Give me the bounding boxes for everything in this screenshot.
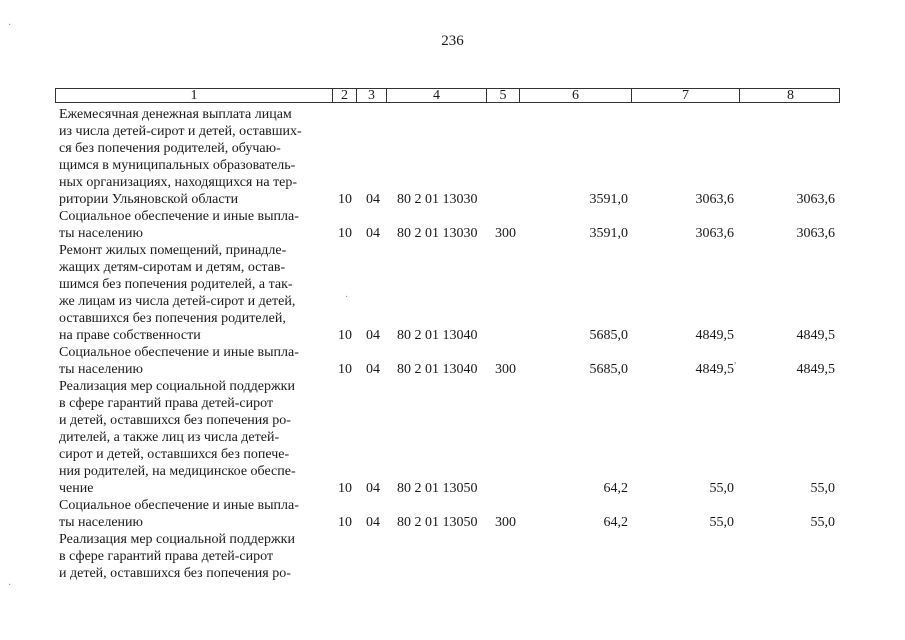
description-line: ся без попечения родителей, обучаю- [59, 141, 281, 156]
cell-col-4: 80 2 01 13040 [397, 362, 478, 377]
header-col-8: 8 [787, 88, 794, 103]
description-line: Ежемесячная денежная выплата лицам [59, 107, 292, 122]
header-col-7: 7 [632, 89, 740, 102]
cell-col-7: 3063,6 [695, 192, 734, 207]
cell-col-8: 4849,5 [796, 362, 835, 377]
cell-col-3: 04 [366, 362, 380, 377]
cell-col-4: 80 2 01 13050 [397, 481, 478, 496]
cell-col-2: 10 [338, 226, 352, 241]
description-line: в сфере гарантий права детей-сирот [59, 549, 274, 564]
description-line: оставшихся без попечения родителей, [59, 311, 286, 326]
row-description [59, 531, 323, 582]
cell-col-4: 80 2 01 13030 [397, 226, 478, 241]
description-line: ты населению [59, 362, 143, 377]
row-description [59, 344, 323, 378]
description-line: Ремонт жилых помещений, принадле- [59, 243, 287, 258]
description-line: Реализация мер социальной поддержки [59, 532, 295, 547]
header-col-3: 3 [357, 89, 387, 102]
description-line: Социальное обеспечение и иные выпла- [59, 345, 299, 360]
description-line: же лицам из числа детей-сирот и детей, [59, 294, 296, 309]
cell-col-5: 300 [495, 226, 516, 241]
description-line: ты населению [59, 515, 143, 530]
cell-col-3: 04 [366, 192, 380, 207]
description-line: чение [59, 481, 94, 496]
header-col-6: 6 [520, 89, 632, 102]
cell-col-7: 3063,6 [695, 226, 734, 241]
description-line: шимся без попечения родителей, а так- [59, 277, 293, 292]
cell-col-2: 10 [338, 481, 352, 496]
description-line: жащих детям-сиротам и детям, остав- [59, 260, 286, 275]
cell-col-7: 55,0 [709, 481, 734, 496]
page-number: 236 [441, 33, 464, 49]
description-line: Реализация мер социальной поддержки [59, 379, 295, 394]
scan-speck: , [734, 355, 737, 366]
cell-col-2: 10 [338, 515, 352, 530]
cell-col-6: 5685,0 [589, 328, 628, 343]
description-line: и детей, оставшихся без попечения ро- [59, 566, 291, 581]
cell-col-3: 04 [366, 328, 380, 343]
row-description [59, 208, 323, 242]
description-line: Социальное обеспечение и иные выпла- [59, 209, 299, 224]
cell-col-6: 5685,0 [589, 362, 628, 377]
cell-col-4: 80 2 01 13050 [397, 515, 478, 530]
cell-col-6: 64,2 [603, 515, 628, 530]
table-header [55, 88, 840, 103]
cell-col-8: 3063,6 [796, 226, 835, 241]
header-col-4: 4 [387, 89, 487, 102]
row-description [59, 106, 323, 208]
header-col-5: 5 [487, 89, 520, 102]
cell-col-3: 04 [366, 226, 380, 241]
cell-col-5: 300 [495, 515, 516, 530]
cell-col-4: 80 2 01 13040 [397, 328, 478, 343]
scan-speck: · [345, 292, 349, 303]
description-line: ритории Ульяновской области [59, 192, 239, 207]
scan-speck: · [8, 580, 12, 591]
cell-col-2: 10 [338, 328, 352, 343]
description-line: Социальное обеспечение и иные выпла- [59, 498, 299, 513]
cell-col-5: 300 [495, 362, 516, 377]
description-line: и детей, оставшихся без попечения ро- [59, 413, 291, 428]
scan-speck: · [8, 20, 12, 31]
description-line: в сфере гарантий права детей-сирот [59, 396, 274, 411]
cell-col-8: 4849,5 [796, 328, 835, 343]
row-description [59, 497, 323, 531]
description-line: на праве собственности [59, 328, 201, 343]
description-line: дителей, а также лиц из числа детей- [59, 430, 280, 445]
cell-col-7: 55,0 [709, 515, 734, 530]
header-col-2: 2 [333, 89, 357, 102]
row-description [59, 378, 323, 497]
description-line: ных организациях, находящихся на тер- [59, 175, 298, 190]
cell-col-6: 3591,0 [589, 226, 628, 241]
cell-col-8: 3063,6 [796, 192, 835, 207]
description-line: щимся в муниципальных образователь- [59, 158, 296, 173]
description-line: ния родителей, на медицинское обеспе- [59, 464, 296, 479]
cell-col-8: 55,0 [810, 481, 835, 496]
cell-col-7: 4849,5 [695, 328, 734, 343]
cell-col-8: 55,0 [810, 515, 835, 530]
header-col-1: 1 [56, 89, 333, 102]
description-line: сирот и детей, оставшихся без попече- [59, 447, 290, 462]
cell-col-6: 3591,0 [589, 192, 628, 207]
cell-col-2: 10 [338, 362, 352, 377]
cell-col-3: 04 [366, 481, 380, 496]
cell-col-6: 64,2 [603, 481, 628, 496]
row-description [59, 242, 323, 344]
cell-col-7: 4849,5 [695, 362, 734, 377]
cell-col-3: 04 [366, 515, 380, 530]
description-line: ты населению [59, 226, 143, 241]
cell-col-2: 10 [338, 192, 352, 207]
cell-col-4: 80 2 01 13030 [397, 192, 478, 207]
description-line: из числа детей-сирот и детей, оставших- [59, 124, 302, 139]
